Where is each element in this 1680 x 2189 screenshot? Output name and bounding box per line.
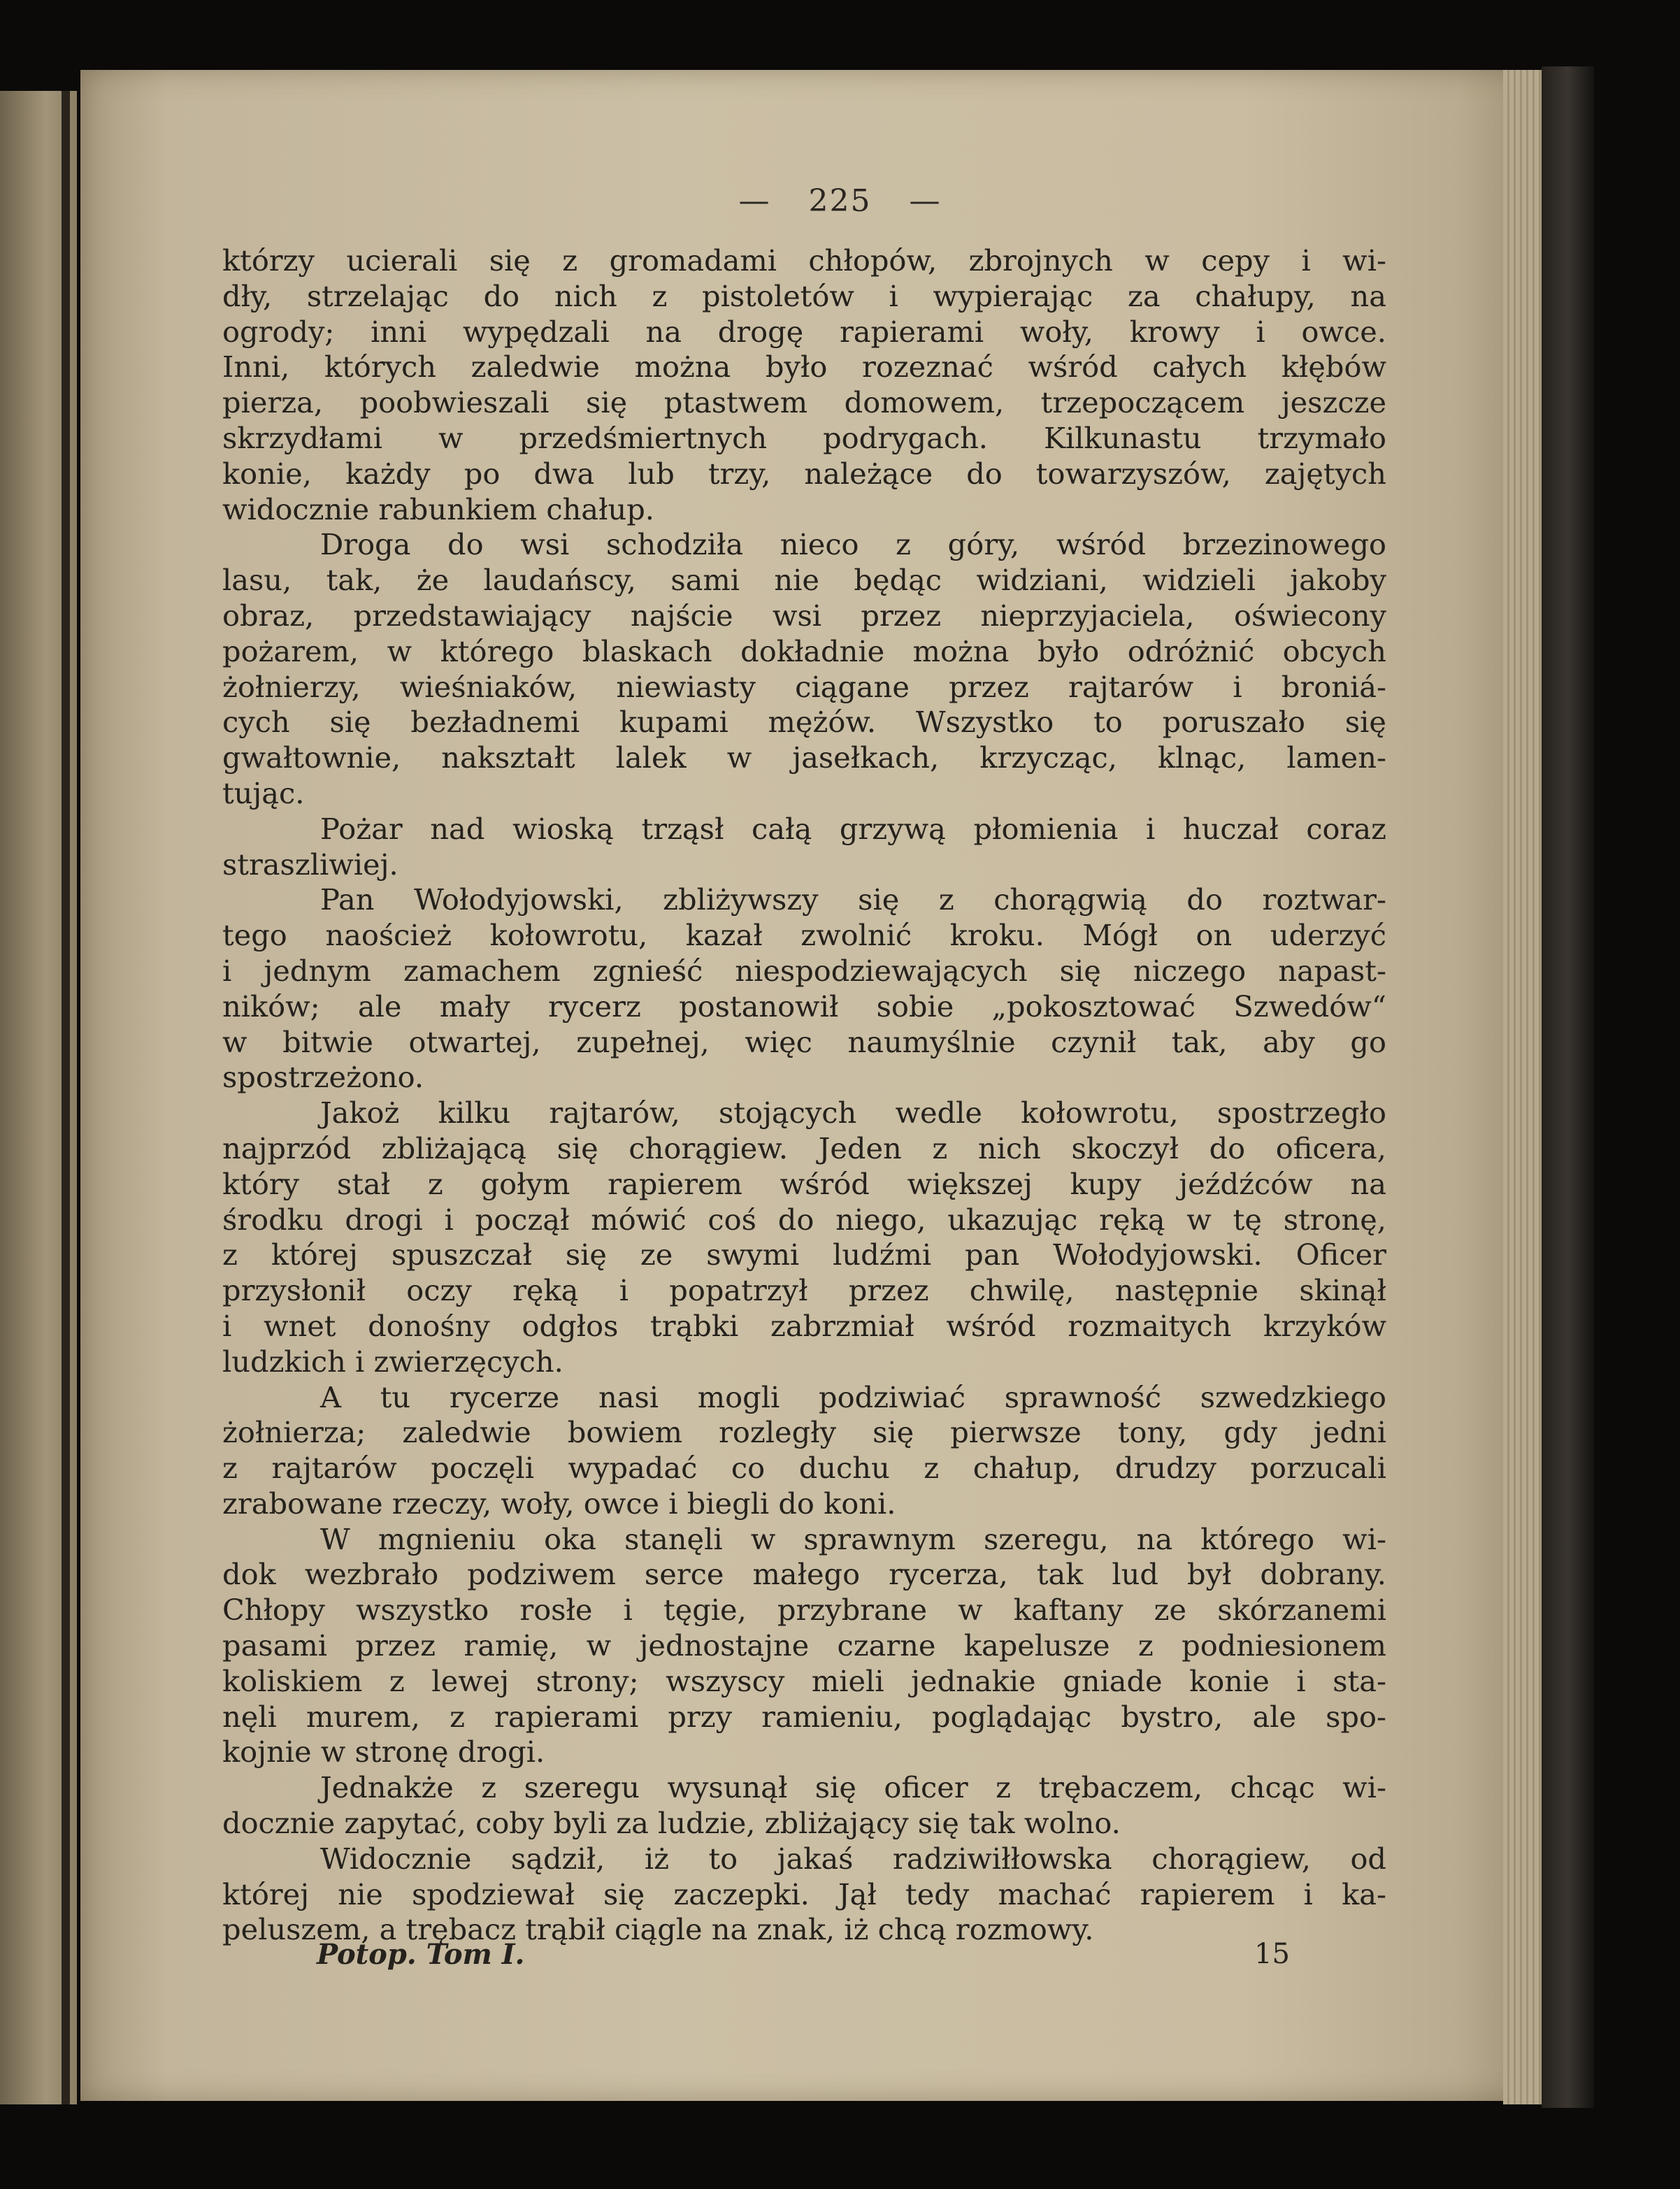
header-dash-left: — — [738, 183, 771, 219]
text-line: w bitwie otwartej, zupełnej, więc naumyślnie czynił tak, aby go — [222, 1024, 1386, 1059]
text-line: zrabowane rzeczy, woły, owce i biegli do koni. — [222, 1486, 896, 1521]
text-line: pasami przez ramię, w jednostajne czarne kapelusze z podniesionem — [222, 1628, 1386, 1663]
body-text — [222, 243, 1386, 1948]
text-line: żołnierza; zaledwie bowiem rozległy się pierwsze tony, gdy jedni — [222, 1415, 1386, 1450]
page-footer — [283, 1935, 1290, 1977]
text-line: dły, strzelając do nich z pistoletów i wypierając za chałupy, na — [222, 278, 1386, 313]
text-line: docznie zapytać, coby byli za ludzie, zbliżający się tak wolno. — [222, 1806, 1121, 1841]
text-line: nęli murem, z rapierami przy ramieniu, poglądając bystro, ale spo- — [222, 1699, 1386, 1734]
text-line: tując. — [222, 775, 305, 810]
text-line: tego naoścież kołowrotu, kazał zwolnić kroku. Mógł on uderzyć — [222, 918, 1386, 953]
text-line: z której spuszczał się ze swymi ludźmi pan Wołodyjowski. Oficer — [222, 1237, 1386, 1272]
text-line: kojnie w stronę drogi. — [222, 1735, 545, 1770]
text-line: Pan Wołodyjowski, zbliżywszy się z chorągwią do roztwar- — [320, 882, 1386, 917]
text-line: lasu, tak, że laudańscy, sami nie będąc widziani, widzieli jakoby — [222, 563, 1386, 598]
text-line: Chłopy wszystko rosłe i tęgie, przybrane w kaftany ze skórzanemi — [222, 1593, 1386, 1628]
page-number: 225 — [808, 183, 872, 219]
text-line: Pożar nad wioską trząsł całą grzywą płomienia i huczał coraz — [320, 811, 1386, 846]
text-line: Droga do wsi schodziła nieco z góry, wśród brzezinowego — [320, 527, 1386, 562]
text-line: ludzkich i zwierzęcych. — [222, 1344, 563, 1379]
text-line: którzy ucierali się z gromadami chłopów, zbrojnych w cepy i wi- — [222, 243, 1386, 278]
text-line: obraz, przedstawiający najście wsi przez nieprzyjaciela, oświecony — [222, 598, 1386, 633]
text-line: spostrzeżono. — [222, 1060, 424, 1095]
text-line: widocznie rabunkiem chałup. — [222, 491, 654, 526]
text-line: pożarem, w którego blaskach dokładnie można było odróżnić obcych — [222, 633, 1386, 668]
text-line: Jakoż kilku rajtarów, stojących wedle kołowrotu, spostrzegło — [320, 1096, 1386, 1131]
text-line: Widocznie sądził, iż to jakaś radziwiłłowska chorągiew, od — [320, 1841, 1386, 1876]
text-line: Jednakże z szeregu wysunął się oficer z trębaczem, chcąc wi- — [320, 1770, 1386, 1805]
text-line: konie, każdy po dwa lub trzy, należące do towarzyszów, zajętych — [222, 456, 1386, 491]
page-header — [0, 183, 1680, 219]
text-line: ogrody; inni wypędzali na drogę rapierami woły, krowy i owce. — [222, 314, 1386, 349]
text-line: peluszem, a trębacz trąbił ciągle na znak, iż chcą rozmowy. — [222, 1912, 1094, 1947]
gutter-shadow — [62, 91, 70, 2104]
text-line: ników; ale mały rycerz postanowił sobie „pokosztować Szwedów“ — [222, 989, 1386, 1024]
text-line: pierza, poobwieszali się ptastwem domowem, trzepoczącem jeszcze — [222, 385, 1386, 420]
text-line: przysłonił oczy ręką i popatrzył przez chwilę, następnie skinął — [222, 1273, 1386, 1308]
header-dash-right: — — [909, 183, 942, 219]
text-line: A tu rycerze nasi mogli podziwiać sprawność szwedzkiego — [320, 1379, 1386, 1414]
text-line: który stał z gołym rapierem wśród większej kupy jeźdźców na — [222, 1166, 1386, 1201]
text-line: i jednym zamachem zgnieść niespodziewających się niczego napast- — [222, 953, 1386, 988]
text-line: najprzód zbliżającą się chorągiew. Jeden z nich skoczył do oficera, — [222, 1131, 1386, 1165]
text-line: cych się bezładnemi kupami mężów. Wszystko to poruszało się — [222, 705, 1386, 740]
text-line: środku drogi i począł mówić coś do niego, ukazując ręką w tę stronę, — [222, 1202, 1386, 1237]
sheet-number: 15 — [1254, 1938, 1290, 1970]
text-line: skrzydłami w przedśmiertnych podrygach. Kilkunastu trzymało — [222, 420, 1386, 455]
text-line: z rajtarów poczęli wypadać co duchu z chałup, drudzy porzucali — [222, 1451, 1386, 1486]
printer-signature: Potop. Tom I. — [317, 1938, 525, 1971]
text-line: koliskiem z lewej strony; wszyscy mieli jednakie gniade konie i sta- — [222, 1663, 1386, 1698]
text-line: dok wezbrało podziwem serce małego rycerza, tak lud był dobrany. — [222, 1557, 1386, 1592]
text-line: W mgnieniu oka stanęli w sprawnym szeregu, na którego wi- — [320, 1521, 1386, 1556]
book-cover — [1542, 66, 1594, 2108]
text-line: Inni, których zaledwie można było rozeznać wśród całych kłębów — [222, 350, 1386, 385]
text-line: i wnet donośny odgłos trąbki zabrzmiał wśród rozmaitych krzyków — [222, 1308, 1386, 1343]
text-line: żołnierzy, wieśniaków, niewiasty ciągane przez rajtarów i broniá- — [222, 669, 1386, 704]
text-line: straszliwiej. — [222, 847, 399, 882]
text-line: której nie spodziewał się zaczepki. Jął tedy machać rapierem i ka- — [222, 1876, 1386, 1911]
text-line: gwałtownie, nakształt lalek w jasełkach, krzycząc, klnąc, lamen- — [222, 740, 1386, 775]
